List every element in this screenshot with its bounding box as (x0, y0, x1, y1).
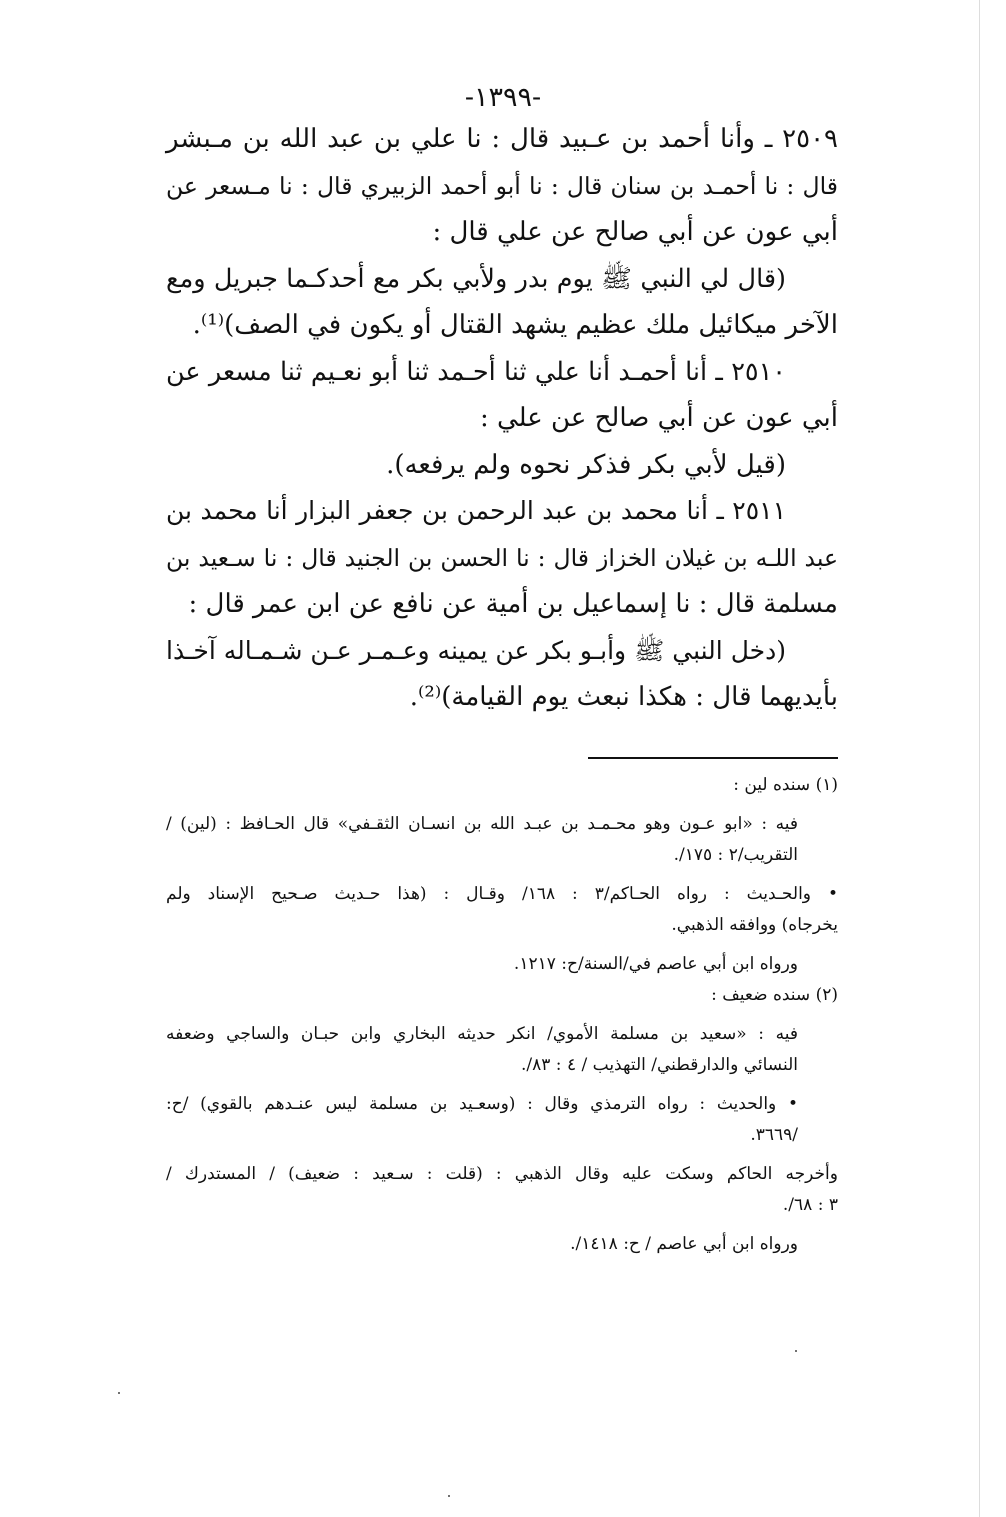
hadith-2509-matn-line-1: (قال لي النبي ﷺ يوم بدر ولأبي بكر مع أحدكـما جبريل ومع (166, 263, 786, 294)
footnotes-block (166, 770, 838, 1260)
scan-speck (118, 1392, 120, 1394)
footnote-2-line: • والحديث : رواه الترمذي وقال : (وسعـيد بن مسلمة ليس عنـدهم بالقوي) /ح: (166, 1094, 798, 1114)
hadith-2509-line-3: أبي عون عن أبي صالح عن علي قال : (432, 217, 838, 247)
footnote-2-heading: (٢) سنده ضعيف : (711, 985, 838, 1005)
footnote-1-line: • والحـديث : رواه الحـاكم/٣ : ١٦٨/ وقـال : (هذا حـديث صـحيح الإسناد ولم (166, 884, 838, 904)
hadith-2509-line-2: قال : نا أحمـد بن سنان قال : نا أبو أحمد الزبيري قال : نا مـسعر عن (166, 171, 838, 200)
footnote-1-line: يخرجاه) ووافقه الذهبي. (671, 915, 838, 935)
hadith-2510-line-2: أبي عون عن أبي صالح عن علي : (479, 403, 838, 433)
hadith-2511-line-3: مسلمة قال : نا إسماعيل بن أمية عن نافع عن ابن عمر قال : (188, 589, 838, 619)
footnote-2-line: وأخرجه الحاكم وسكت عليه وقال الذهبي : (قلت : سـعيد : ضعيف) / المستدرك / (166, 1164, 838, 1184)
hadith-2509-line-1: ٢٥٠٩ ـ وأنا أحمد بن عـبيد قال : نا علي بن عبد الله بن مـبشر (166, 124, 838, 154)
footnote-1-line: ورواه ابن أبي عاصم في/السنة/ح: ١٢١٧. (513, 954, 798, 974)
hadith-2509-matn-line-2: الآخر ميكائيل ملك عظيم يشهد القتال أو يكون في الصف)⁽¹⁾. (192, 310, 838, 340)
hadith-2510-line-1: ٢٥١٠ ـ أنا أحمـد أنا علي ثنا أحـمد ثنا أبو نعـيم ثنا مسعر عن (166, 356, 786, 387)
footnote-1-line: التقريب/٢ : ١٧٥/. (673, 845, 798, 865)
footnote-2-line: ورواه ابن أبي عاصم / ح: ١٤١٨/. (570, 1234, 798, 1254)
footnote-separator (588, 757, 838, 759)
hadith-2511-matn-line-1: (دخل النبي ﷺ وأبـو بكر عن يمينه وعـمـر عـن شـمـاله آخـذا (166, 635, 786, 665)
footnote-1-line: فيه : «ابو عـون وهو محـمـد بن عبـد الله بن انسـان الثقـفي» قال الحـافظ : (لين) / (166, 814, 798, 834)
page-number: -١٣٩٩- (464, 82, 542, 113)
footnote-2-line: /٣٦٦٩. (750, 1125, 798, 1145)
scan-speck (795, 1350, 797, 1352)
footnote-2-line: ٣ : ٦٨/. (782, 1195, 838, 1215)
hadith-2511-line-1: ٢٥١١ ـ أنا محمد بن عبد الرحمن بن جعفر البزار أنا محمد بن (166, 496, 786, 525)
hadith-2510-matn: (قيل لأبي بكر فذكر نحوه ولم يرفعه). (386, 449, 786, 480)
hadith-2511-line-2: عبد اللـه بن غيلان الخزاز قال : نا الحسن بن الجنيد قال : نا سـعيد بن (166, 543, 838, 572)
hadith-2511-matn-line-2: بأيديهما قال : هكذا نبعث يوم القيامة)⁽²⁾. (409, 682, 838, 712)
scan-edge (979, 0, 1006, 1517)
footnote-1-heading: (١) سنده لين : (733, 775, 838, 795)
main-text-block (166, 116, 838, 721)
footnote-2-line: فيه : «سعيد بن مسلمة الأموي/ انكر حديثه البخاري وابن حبـان والساجي وضعفه (166, 1024, 798, 1044)
footnote-2-line: النسائي والدارقطني/ التهذيب / ٤ : ٨٣/. (521, 1055, 798, 1075)
scan-speck (448, 1495, 450, 1497)
